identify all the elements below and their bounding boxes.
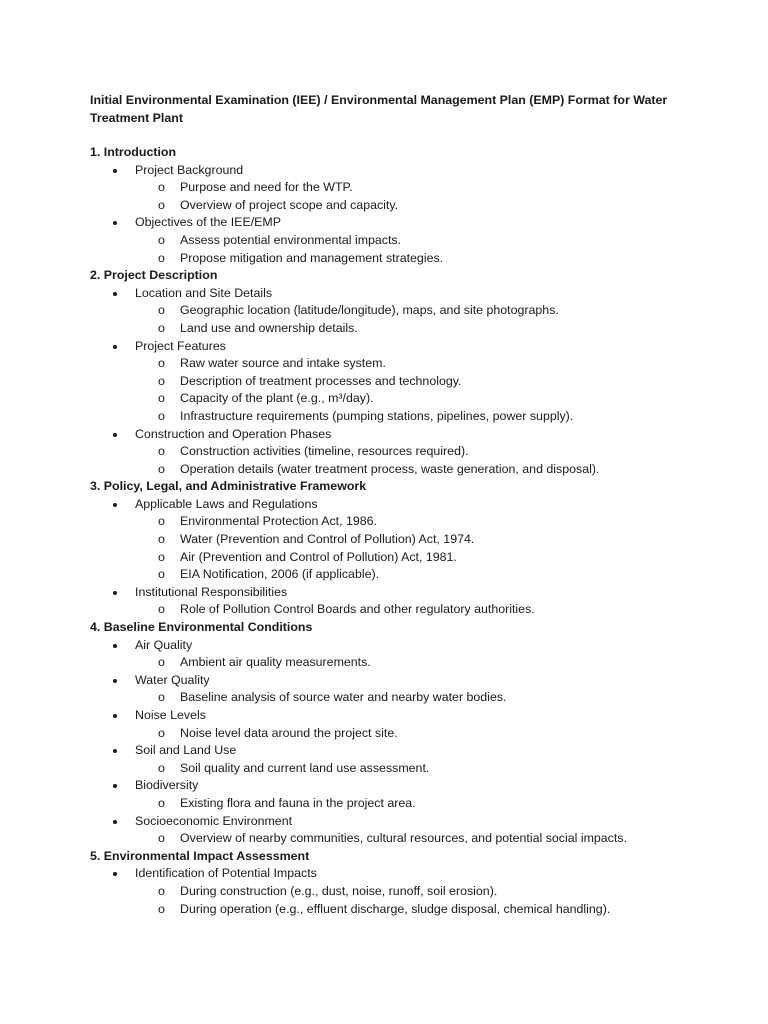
sub-bullet-list: [135, 355, 690, 425]
sub-list-item: [135, 408, 690, 426]
circle-bullet-icon: o: [158, 444, 165, 459]
section-heading: 4. Baseline Environmental Conditions: [90, 620, 313, 635]
section: [90, 478, 690, 619]
sub-list-item: [135, 549, 690, 567]
bullet-list: [90, 865, 690, 918]
list-item-label: Soil and Land Use: [135, 743, 237, 758]
circle-bullet-icon: o: [158, 549, 165, 564]
sub-bullet-list: [135, 232, 690, 267]
sub-list-item: [135, 179, 690, 197]
list-item-label: Project Features: [135, 338, 226, 353]
sub-bullet-list: [135, 725, 690, 743]
bullet-dot-icon: [113, 591, 117, 595]
circle-bullet-icon: o: [158, 655, 165, 670]
sub-bullet-list: [135, 513, 690, 583]
list-item: [90, 672, 690, 707]
bullet-dot-icon: [113, 714, 117, 718]
circle-bullet-icon: o: [158, 197, 165, 212]
list-item: [90, 637, 690, 672]
circle-bullet-icon: o: [158, 356, 165, 371]
list-item-label: Identification of Potential Impacts: [135, 866, 317, 881]
sub-list-item-text: Role of Pollution Control Boards and other regulatory authorities.: [180, 602, 535, 617]
sub-list-item: [135, 443, 690, 461]
sub-list-item-text: Soil quality and current land use assessment.: [180, 760, 430, 775]
sub-list-item-text: Assess potential environmental impacts.: [180, 232, 402, 247]
circle-bullet-icon: o: [158, 901, 165, 916]
bullet-dot-icon: [113, 820, 117, 824]
bullet-dot-icon: [113, 784, 117, 788]
list-item: [90, 338, 690, 426]
list-item: [90, 496, 690, 584]
sub-bullet-list: [135, 760, 690, 778]
bullet-dot-icon: [113, 221, 117, 225]
sub-bullet-list: [135, 795, 690, 813]
sub-list-item: [135, 601, 690, 619]
list-item: [90, 584, 690, 619]
list-item: [90, 742, 690, 777]
circle-bullet-icon: o: [158, 391, 165, 406]
list-item-label: Noise Levels: [135, 708, 206, 722]
circle-bullet-icon: o: [158, 532, 165, 547]
list-item-label: Water Quality: [135, 672, 210, 687]
list-item-label: Socioeconomic Environment: [135, 813, 293, 828]
bullet-list: [90, 285, 690, 479]
bullet-dot-icon: [113, 292, 117, 296]
list-item: [90, 285, 690, 338]
list-item: [90, 707, 690, 742]
sub-bullet-list: [135, 601, 690, 619]
sub-list-item-text: Geographic location (latitude/longitude), maps, and site photographs.: [180, 303, 559, 318]
sub-list-item: [135, 302, 690, 320]
list-item-label: Location and Site Details: [135, 285, 273, 300]
list-item: [90, 214, 690, 267]
circle-bullet-icon: o: [158, 250, 165, 265]
sub-list-item-text: Water (Prevention and Control of Pollution) Act, 1974.: [180, 532, 475, 547]
sub-list-item-text: Noise level data around the project site.: [180, 725, 398, 740]
sub-list-item: [135, 355, 690, 373]
section: [90, 848, 690, 918]
section-heading: 2. Project Description: [90, 268, 218, 283]
sub-list-item: [135, 232, 690, 250]
sub-list-item-text: Existing flora and fauna in the project area.: [180, 795, 416, 810]
sub-list-item-text: Air (Prevention and Control of Pollution) Act, 1981.: [180, 549, 457, 564]
sub-list-item: [135, 830, 690, 848]
circle-bullet-icon: o: [158, 883, 165, 898]
sub-list-item-text: Purpose and need for the WTP.: [180, 180, 353, 195]
sub-bullet-list: [135, 689, 690, 707]
section: [90, 619, 690, 848]
sub-list-item: [135, 689, 690, 707]
sub-list-item-text: Operation details (water treatment process, waste generation, and disposal).: [180, 461, 600, 476]
sub-list-item-text: Construction activities (timeline, resources required).: [180, 444, 469, 459]
bullet-dot-icon: [113, 644, 117, 648]
circle-bullet-icon: o: [158, 303, 165, 318]
sub-list-item-text: During construction (e.g., dust, noise, runoff, soil erosion).: [180, 883, 498, 898]
circle-bullet-icon: o: [158, 795, 165, 810]
list-item: [90, 813, 690, 848]
sub-list-item: [135, 795, 690, 813]
sub-list-item-text: Land use and ownership details.: [180, 320, 358, 335]
circle-bullet-icon: o: [158, 232, 165, 247]
sub-list-item-text: Overview of project scope and capacity.: [180, 197, 399, 212]
sub-list-item: [135, 390, 690, 408]
section-heading: 3. Policy, Legal, and Administrative Framework: [90, 479, 367, 494]
list-item: [90, 426, 690, 479]
list-item: [90, 865, 690, 918]
bullet-list: [90, 496, 690, 619]
list-item-label: Construction and Operation Phases: [135, 426, 332, 441]
sub-list-item-text: During operation (e.g., effluent discharge, sludge disposal, chemical handling).: [180, 901, 611, 916]
document-title-line-1: Initial Environmental Examination (IEE) / Environmental Management Plan (EMP) Format for Water: [90, 93, 668, 107]
sub-list-item: [135, 461, 690, 479]
bullet-dot-icon: [113, 679, 117, 683]
sub-list-item-text: Overview of nearby communities, cultural resources, and potential social impacts.: [180, 831, 627, 846]
sub-bullet-list: [135, 302, 690, 337]
section-heading: 1. Introduction: [90, 145, 177, 159]
sub-bullet-list: [135, 443, 690, 478]
sub-list-item-text: Raw water source and intake system.: [180, 356, 386, 371]
sub-list-item-text: Infrastructure requirements (pumping stations, pipelines, power supply).: [180, 408, 574, 423]
document-sections: [90, 144, 690, 918]
list-item-label: Institutional Responsibilities: [135, 584, 288, 599]
circle-bullet-icon: o: [158, 602, 165, 617]
circle-bullet-icon: o: [158, 690, 165, 705]
document-title: [90, 92, 690, 127]
sub-list-item-text: Baseline analysis of source water and nearby water bodies.: [180, 690, 507, 705]
sub-list-item: [135, 197, 690, 215]
sub-bullet-list: [135, 179, 690, 214]
sub-list-item: [135, 725, 690, 743]
circle-bullet-icon: o: [158, 567, 165, 582]
sub-list-item-text: Environmental Protection Act, 1986.: [180, 514, 377, 529]
list-item: [90, 162, 690, 215]
sub-bullet-list: [135, 883, 690, 918]
sub-list-item-text: Ambient air quality measurements.: [180, 655, 371, 670]
bullet-dot-icon: [113, 872, 117, 876]
list-item: [90, 777, 690, 812]
sub-list-item-text: Propose mitigation and management strategies.: [180, 250, 444, 265]
circle-bullet-icon: o: [158, 408, 165, 423]
list-item-label: Biodiversity: [135, 778, 199, 793]
section: [90, 144, 690, 267]
sub-list-item: [135, 320, 690, 338]
bullet-dot-icon: [113, 749, 117, 753]
bullet-dot-icon: [113, 169, 117, 173]
list-item-label: Objectives of the IEE/EMP: [135, 215, 281, 230]
bullet-list: [90, 637, 690, 848]
circle-bullet-icon: o: [158, 320, 165, 335]
bullet-list: [90, 162, 690, 268]
document-title-line-2: Treatment Plant: [90, 110, 183, 125]
circle-bullet-icon: o: [158, 461, 165, 476]
circle-bullet-icon: o: [158, 760, 165, 775]
list-item-label: Applicable Laws and Regulations: [135, 496, 318, 511]
bullet-dot-icon: [113, 433, 117, 437]
circle-bullet-icon: o: [158, 725, 165, 740]
sub-list-item-text: Capacity of the plant (e.g., m³/day).: [180, 391, 374, 406]
sub-list-item: [135, 513, 690, 531]
sub-list-item: [135, 250, 690, 268]
bullet-dot-icon: [113, 503, 117, 507]
sub-list-item: [135, 373, 690, 391]
section-heading: 5. Environmental Impact Assessment: [90, 848, 310, 863]
circle-bullet-icon: o: [158, 373, 165, 388]
section: [90, 267, 690, 478]
sub-list-item: [135, 760, 690, 778]
sub-list-item-text: EIA Notification, 2006 (if applicable).: [180, 567, 380, 582]
circle-bullet-icon: o: [158, 831, 165, 846]
sub-list-item: [135, 654, 690, 672]
list-item-label: Air Quality: [135, 637, 193, 652]
circle-bullet-icon: o: [158, 514, 165, 529]
sub-bullet-list: [135, 654, 690, 672]
sub-list-item: [135, 566, 690, 584]
sub-list-item-text: Description of treatment processes and technology.: [180, 373, 462, 388]
sub-list-item: [135, 901, 690, 919]
document-page: [90, 92, 690, 918]
list-item-label: Project Background: [135, 162, 244, 177]
sub-list-item: [135, 883, 690, 901]
circle-bullet-icon: o: [158, 180, 165, 195]
sub-list-item: [135, 531, 690, 549]
bullet-dot-icon: [113, 345, 117, 349]
sub-bullet-list: [135, 830, 690, 848]
